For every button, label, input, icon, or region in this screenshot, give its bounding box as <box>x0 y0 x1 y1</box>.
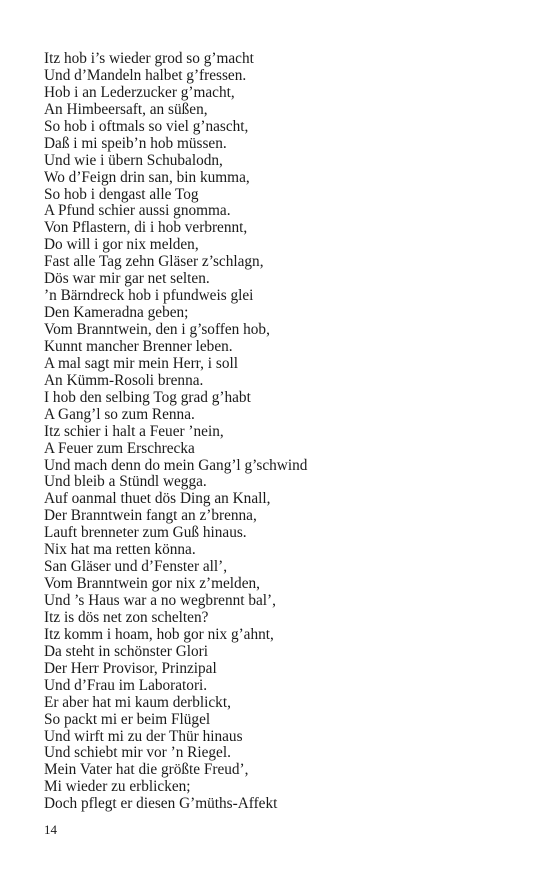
poem-line: Daß i mi speib’n hob müssen. <box>44 134 227 152</box>
poem-line: Und schiebt mir vor ’n Riegel. <box>44 744 231 762</box>
poem-line: Von Pflastern, di i hob verbrennt, <box>44 219 248 237</box>
poem-line: Mein Vater hat die größte Freud’, <box>44 761 249 779</box>
poem-line: Vom Branntwein gor nix z’melden, <box>44 575 260 593</box>
poem-line: Den Kameradna geben; <box>44 304 189 322</box>
poem-line: ’n Bärndreck hob i pfundweis glei <box>44 287 254 305</box>
poem-line: Da steht in schönster Glori <box>44 642 208 660</box>
poem-line: Do will i gor nix melden, <box>44 236 199 254</box>
poem-text <box>44 51 514 813</box>
poem-line: So hob i oftmals so viel g’nascht, <box>44 117 249 135</box>
poem-line: Dös war mir gar net selten. <box>44 270 210 288</box>
poem-line: Und d’Mandeln halbet g’fressen. <box>44 66 247 84</box>
poem-line: Lauft brenneter zum Guß hinaus. <box>44 524 247 542</box>
poem-line: An Himbeersaft, an süßen, <box>44 100 208 118</box>
poem-line: Itz is dös net zon schelten? <box>44 608 209 626</box>
poem-line: A Gang’l so zum Renna. <box>44 405 195 423</box>
poem-line: San Gläser und d’Fenster all’, <box>44 558 228 576</box>
poem-line: Doch pflegt er diesen G’müths-Affekt <box>44 795 278 813</box>
poem-line: Itz hob i’s wieder grod so g’macht <box>44 50 254 67</box>
poem-line: Kunnt mancher Brenner leben. <box>44 337 233 355</box>
poem-line: Und wie i übern Schubalodn, <box>44 151 223 169</box>
poem-line: Wo d’Feign drin san, bin kumma, <box>44 168 250 186</box>
poem-line: I hob den selbing Tog grad g’habt <box>44 388 251 406</box>
poem-line: Itz komm i hoam, hob gor nix g’ahnt, <box>44 625 274 643</box>
poem-line: A mal sagt mir mein Herr, i soll <box>44 354 238 372</box>
poem-line: Hob i an Lederzucker g’macht, <box>44 83 235 101</box>
poem-line: Und wirft mi zu der Thür hinaus <box>44 727 243 745</box>
poem-line: Fast alle Tag zehn Gläser z’schlagn, <box>44 253 264 271</box>
poem-line: Vom Branntwein, den i g’soffen hob, <box>44 321 270 338</box>
poem-line: Er aber hat mi kaum derblickt, <box>44 693 231 711</box>
poem-line: So hob i dengast alle Tog <box>44 185 199 203</box>
poem-line: So packt mi er beim Flügel <box>44 710 211 728</box>
poem-line: Nix hat ma retten könna. <box>44 541 196 559</box>
poem-line: Der Branntwein fangt an z’brenna, <box>44 507 257 525</box>
poem-line: Und bleib a Stündl wegga. <box>44 473 207 491</box>
poem-line: Und d’Frau im Laboratori. <box>44 676 208 694</box>
poem-line: Auf oanmal thuet dös Ding an Knall, <box>44 490 271 508</box>
page-number: 14 <box>44 822 57 837</box>
poem-line: A Feuer zum Erschrecka <box>44 439 195 457</box>
poem-line: Und mach denn do mein Gang’l g’schwind <box>44 456 308 474</box>
poem-line: Itz schier i halt a Feuer ’nein, <box>44 422 224 440</box>
poem-line: Der Herr Provisor, Prinzipal <box>44 659 217 677</box>
poem-line: Und ’s Haus war a no wegbrennt bal’, <box>44 592 276 609</box>
poem-line: Mi wieder zu erblicken; <box>44 778 191 796</box>
poem-line: A Pfund schier aussi gnomma. <box>44 202 231 220</box>
poem-line: An Kümm-Rosoli brenna. <box>44 371 204 389</box>
